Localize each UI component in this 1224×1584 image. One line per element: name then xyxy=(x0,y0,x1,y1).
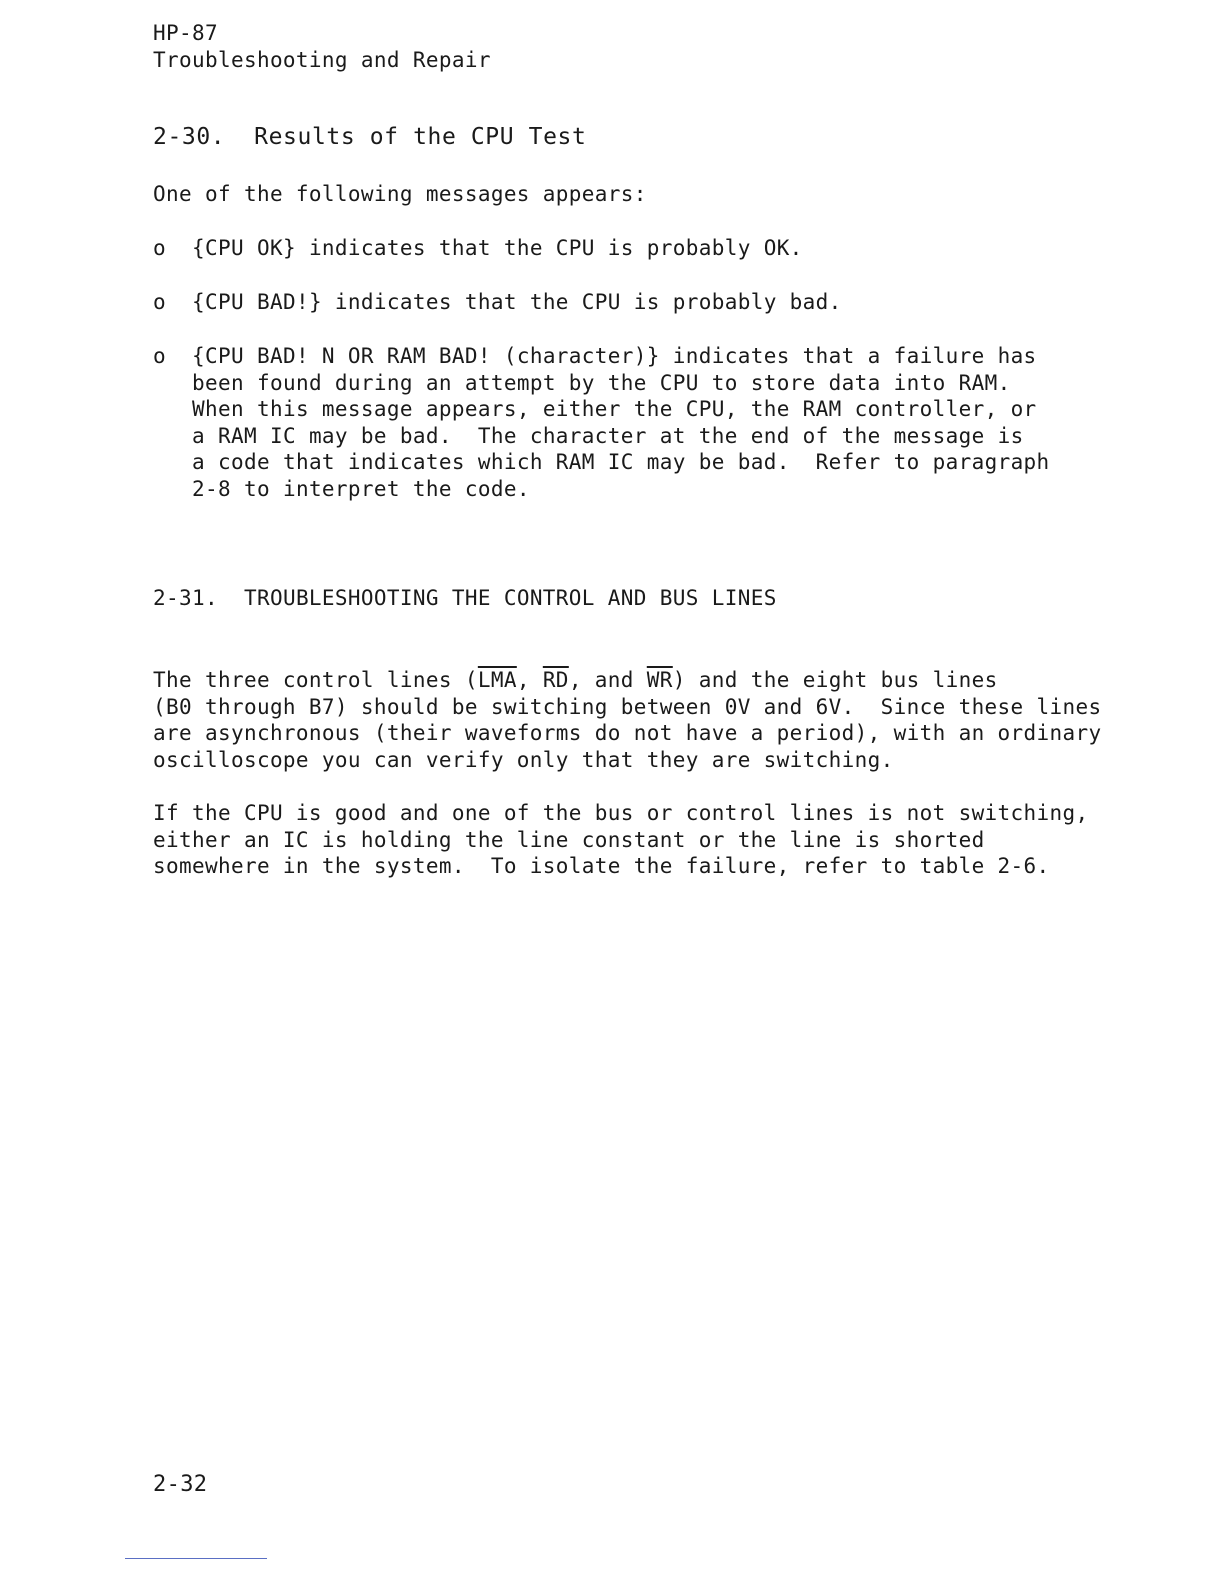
bullet-line: a RAM IC may be bad. The character at the end of the message is xyxy=(192,423,1024,448)
bullet-line: {CPU BAD! N OR RAM BAD! (character)} indicates that a failure has xyxy=(192,344,1037,368)
paragraph-line: If the CPU is good and one of the bus or control lines is not switching, xyxy=(153,801,1089,825)
bullet-marker: o xyxy=(153,236,166,260)
bullet-line: {CPU BAD!} indicates that the CPU is probably bad. xyxy=(192,290,842,314)
page-number: 2-32 xyxy=(153,1472,208,1497)
running-header xyxy=(153,20,491,73)
paragraph-line: either an IC is holding the line constant or the line is shorted xyxy=(153,827,985,852)
paragraph-line: somewhere in the system. To isolate the failure, refer to table 2-6. xyxy=(153,854,1050,878)
signal-wr-overbar: $\overline{WR}$ xyxy=(646,668,673,692)
paragraph-text: , xyxy=(516,668,543,692)
paragraph-line xyxy=(153,667,1102,694)
signal-rd-overbar: $\overline{RD}$ xyxy=(542,668,569,692)
bullet-marker: o xyxy=(153,290,166,314)
bullet-cpu-bad-or-ram-bad xyxy=(192,343,1050,502)
paragraph-line: oscilloscope you can verify only that they are switching. xyxy=(153,747,894,772)
bullet-line: When this message appears, either the CPU, the RAM controller, or xyxy=(192,397,1037,421)
paragraph-text: ) and the eight bus lines xyxy=(672,668,998,692)
bullet-cpu-bad xyxy=(192,289,842,316)
section-2-31-number: 2-31. xyxy=(153,586,218,610)
header-product: HP-87 xyxy=(153,21,218,45)
bullet-line: been found during an attempt by the CPU to store data into RAM. xyxy=(192,370,1011,395)
section-2-31-paragraph-1 xyxy=(153,667,1102,773)
section-2-31-title: TROUBLESHOOTING THE CONTROL AND BUS LINES xyxy=(243,586,777,610)
section-2-30-heading xyxy=(153,124,586,151)
signal-lma-overbar: $\overline{LMA}$ xyxy=(477,668,517,692)
paragraph-text: The three control lines ( xyxy=(153,668,478,692)
bullet-line: 2-8 to interpret the code. xyxy=(192,476,530,501)
paragraph-text: , and xyxy=(568,668,647,692)
bullet-cpu-ok xyxy=(192,235,803,262)
bullet-line: {CPU OK} indicates that the CPU is probably OK. xyxy=(192,236,803,260)
section-2-30-intro: One of the following messages appears: xyxy=(153,182,647,206)
bullet-marker: o xyxy=(153,344,166,368)
paragraph-line: are asynchronous (their waveforms do not have a period), with an ordinary xyxy=(153,721,1102,745)
section-2-30-number: 2-30. xyxy=(153,124,226,150)
paragraph-line: (B0 through B7) should be switching between 0V and 6V. Since these lines xyxy=(153,694,1102,719)
bullet-line: a code that indicates which RAM IC may be bad. Refer to paragraph xyxy=(192,450,1050,474)
section-2-30-title: Results of the CPU Test xyxy=(254,124,587,150)
header-manual-title: Troubleshooting and Repair xyxy=(153,47,491,72)
footer-rule xyxy=(125,1558,267,1559)
section-2-31-heading xyxy=(153,585,777,612)
section-2-31-paragraph-2 xyxy=(153,800,1089,880)
